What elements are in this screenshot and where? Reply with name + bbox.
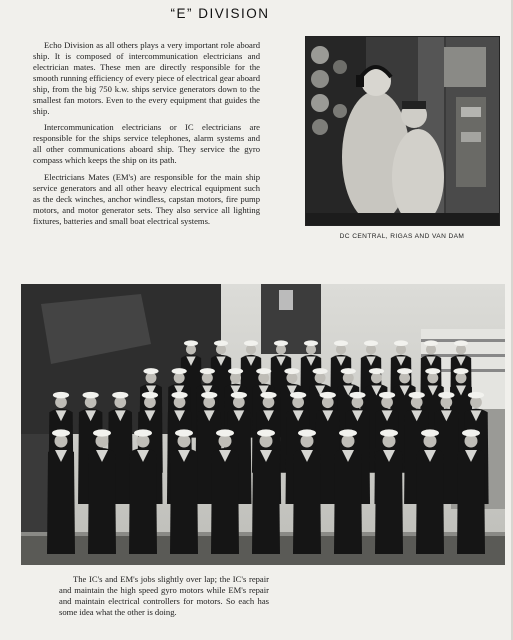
dc-central-photo-image: [306, 37, 499, 225]
page-title: “E” DIVISION: [170, 6, 270, 21]
division-group-photo: [21, 284, 505, 565]
dc-central-photo: [305, 36, 500, 226]
paragraph-echo-division: Echo Division as all others plays a very important role aboard ship. It is composed of intercommunication electricians and electrician mates. These men are directly responsible for the smooth running efficiency of every piece of electrical gear aboard ship, from the big 750 k.w. ships service generators down to the smallest fan motors. Even to the every equipment that guides the ship.: [33, 40, 260, 117]
article-body: [33, 40, 260, 232]
photo-caption: DC CENTRAL, RIGAS AND VAN DAM: [339, 233, 465, 240]
paragraph-ic-electricians: Intercommunication electricians or IC electricians are responsible for the ships service telephones, alarm systems and all other communications aboard ship. They service the gyro compass which keeps the ship on its path.: [33, 122, 260, 166]
division-group-photo-image: [21, 284, 505, 565]
paragraph-electricians-mates: Electricians Mates (EM's) are responsible for the main ship service generators and all other heavy electrical equipment such as the deck winches, anchor windless, capstan motors, fire pump motors, and motor generator sets. They also service all lighting fixtures, batteries and small boat electrical systems.: [33, 171, 260, 226]
group-photo-caption: The IC's and EM's jobs slightly over lap; the IC's repair and maintain the high speed gyro motors while EM's repair and maintain electrical controllers for motors. So each has some idea what the other is doing.: [59, 574, 269, 617]
